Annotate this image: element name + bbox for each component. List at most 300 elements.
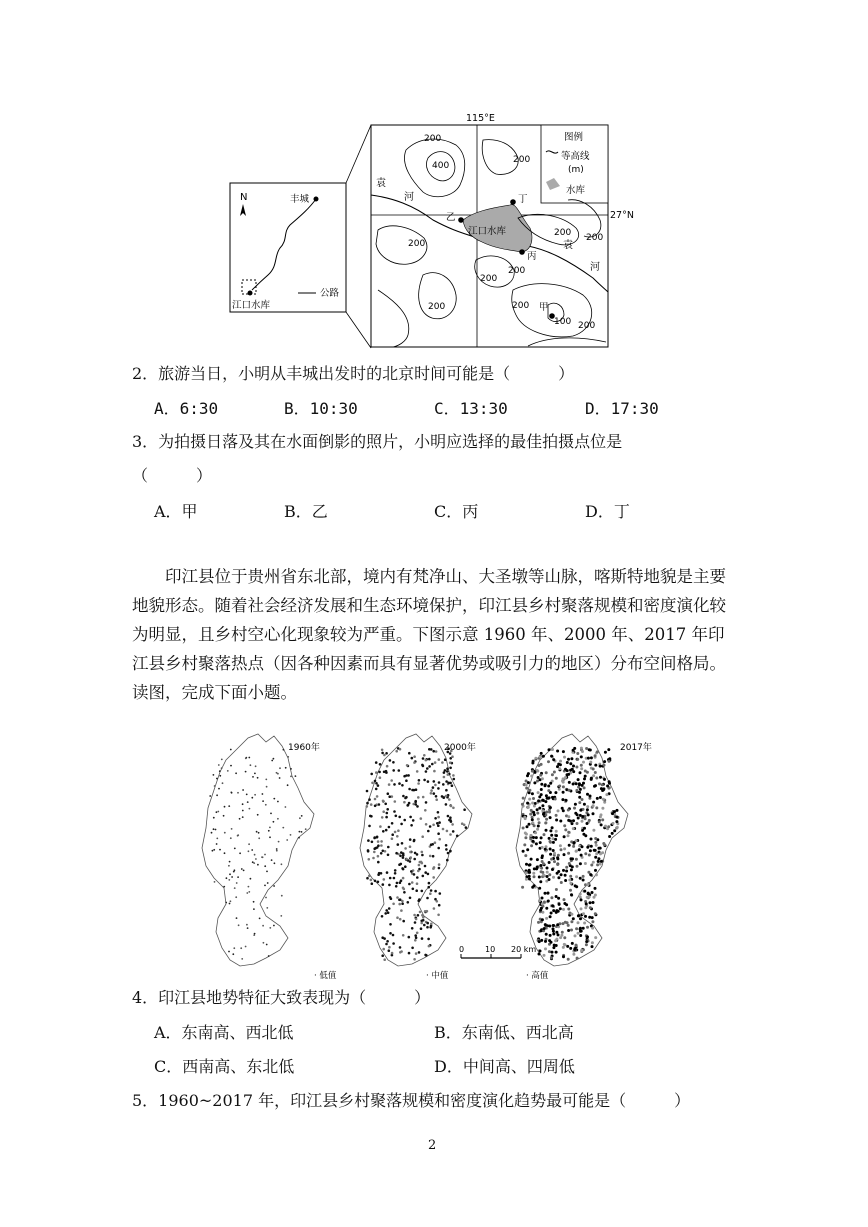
settlement-dot: [437, 847, 440, 850]
settlement-dot: [538, 807, 541, 810]
settlement-dot: [576, 865, 579, 868]
settlement-dot: [366, 805, 369, 808]
settlement-dot: [254, 854, 256, 856]
settlement-dot: [590, 756, 593, 759]
settlement-dot: [382, 830, 385, 833]
scale-bar: [459, 945, 536, 958]
settlement-dot: [565, 799, 568, 802]
settlement-dot: [534, 771, 537, 774]
settlement-dot: [579, 934, 582, 937]
legend-mid: · 中值: [426, 971, 449, 981]
settlement-dot: [577, 932, 580, 935]
settlement-dot: [394, 872, 397, 875]
settlement-dot: [396, 835, 399, 838]
settlement-dot: [245, 771, 247, 773]
settlement-dot: [562, 791, 565, 794]
settlement-dot: [305, 828, 307, 830]
settlement-dot: [557, 933, 560, 936]
settlement-dot: [540, 752, 543, 755]
settlement-dot: [437, 832, 440, 835]
settlement-dot: [545, 818, 548, 821]
q3-stem: 3．为拍摄日落及其在水面倒影的照片，小明应选择的最佳拍摄点位是: [132, 432, 623, 451]
settlement-dot: [396, 882, 399, 885]
river-name-3: 袁: [563, 240, 573, 251]
settlement-dot: [572, 842, 575, 845]
settlement-dot: [268, 955, 270, 957]
settlement-dot: [563, 902, 566, 905]
settlement-dot: [432, 824, 435, 827]
settlement-dot: [218, 764, 220, 766]
map-2000: [360, 734, 476, 966]
settlement-dot: [391, 833, 394, 836]
q3-option-b: B．乙: [284, 502, 328, 521]
settlement-dot: [603, 764, 606, 767]
settlement-dot: [539, 755, 542, 758]
settlement-dot: [434, 890, 437, 893]
settlement-dot: [414, 801, 417, 804]
settlement-dot: [429, 892, 432, 895]
settlement-dot: [566, 761, 569, 764]
settlement-dot: [375, 771, 378, 774]
settlement-dot: [241, 958, 243, 960]
settlement-dot: [611, 812, 614, 815]
settlement-dot: [590, 845, 593, 848]
settlement-dot: [531, 762, 534, 765]
settlement-dot: [555, 951, 558, 954]
settlement-dot: [286, 839, 288, 841]
settlement-dot: [550, 755, 553, 758]
settlement-dot: [570, 868, 573, 871]
settlement-dot: [599, 863, 602, 866]
settlement-dot: [584, 906, 587, 909]
settlement-dot: [596, 750, 599, 753]
settlement-dot: [401, 902, 404, 905]
settlement-dot: [530, 844, 533, 847]
settlement-dot: [390, 779, 393, 782]
settlement-dot: [421, 937, 424, 940]
settlement-dot: [531, 792, 534, 795]
settlement-dot: [432, 876, 435, 879]
settlement-dot: [575, 766, 578, 769]
settlement-dot: [599, 776, 602, 779]
settlement-dot: [600, 860, 603, 863]
settlement-dot: [539, 909, 542, 912]
inset-reservoir-label: 江口水库: [232, 300, 271, 311]
settlement-dot: [434, 817, 437, 820]
settlement-dot: [443, 776, 446, 779]
settlement-dot: [410, 824, 413, 827]
settlement-dot: [223, 815, 225, 817]
settlement-dot: [253, 862, 255, 864]
settlement-dot: [387, 846, 390, 849]
settlement-dot: [264, 865, 266, 867]
settlement-dot: [594, 869, 597, 872]
settlement-dot: [525, 863, 528, 866]
settlement-dot: [392, 769, 395, 772]
settlement-dot: [375, 782, 378, 785]
settlement-dot: [430, 923, 433, 926]
settlement-dot: [544, 947, 547, 950]
settlement-dot: [382, 800, 385, 803]
settlement-dot: [377, 784, 380, 787]
settlement-dot: [414, 921, 417, 924]
settlement-dot: [563, 835, 566, 838]
settlement-dot: [543, 901, 546, 904]
settlement-dot: [375, 788, 378, 791]
settlement-dot: [265, 897, 267, 899]
settlement-dot: [547, 892, 550, 895]
settlement-dot: [404, 847, 407, 850]
settlement-dot: [397, 829, 400, 832]
settlement-dot: [376, 795, 379, 798]
settlement-dot: [596, 797, 599, 800]
settlement-dot: [408, 802, 411, 805]
settlement-dot: [569, 947, 572, 950]
settlement-dot: [550, 858, 553, 861]
settlement-dot: [228, 865, 230, 867]
legend-contour-unit: (m): [568, 165, 584, 175]
settlement-dot: [589, 761, 592, 764]
settlement-dot: [545, 917, 548, 920]
settlement-dot: [278, 841, 280, 843]
settlement-dot: [441, 795, 444, 798]
settlement-dot: [557, 897, 560, 900]
settlement-dot: [576, 957, 579, 960]
settlement-dot: [567, 815, 570, 818]
settlement-dot: [557, 809, 560, 812]
settlement-dot: [521, 886, 524, 889]
settlement-dot: [374, 805, 377, 808]
settlement-dot: [545, 829, 548, 832]
settlement-dot: [541, 804, 544, 807]
settlement-dot: [562, 750, 565, 753]
settlement-dot: [248, 757, 250, 759]
settlement-dot: [396, 896, 399, 899]
settlement-dot: [377, 881, 380, 884]
settlement-dot: [449, 816, 452, 819]
settlement-dot: [381, 816, 384, 819]
settlement-dot: [553, 771, 556, 774]
settlement-dot: [379, 825, 382, 828]
settlement-dot: [371, 782, 374, 785]
settlement-dot: [538, 876, 541, 879]
settlement-dot: [537, 791, 540, 794]
settlement-dot: [575, 944, 578, 947]
settlement-dot: [224, 852, 226, 854]
settlement-dot: [424, 871, 427, 874]
settlement-dot: [592, 861, 595, 864]
settlement-dot: [267, 882, 269, 884]
settlement-dot: [533, 875, 536, 878]
settlement-dot: [415, 918, 418, 921]
settlement-dot: [551, 773, 554, 776]
settlement-dot: [425, 759, 428, 762]
settlement-dot: [443, 771, 446, 774]
settlement-dot: [594, 837, 597, 840]
point-jia: 甲: [539, 302, 549, 313]
settlement-dot: [558, 903, 561, 906]
legend-contour: 等高线: [561, 151, 590, 162]
settlement-dot: [586, 926, 589, 929]
settlement-dot: [536, 812, 539, 815]
settlement-dot: [595, 873, 598, 876]
settlement-dot: [548, 873, 551, 876]
settlement-dot: [535, 836, 538, 839]
settlement-dot: [552, 909, 555, 912]
longitude-label: 115°E: [466, 113, 495, 124]
settlement-dot: [367, 839, 370, 842]
settlement-dot: [562, 785, 565, 788]
settlement-dot: [229, 861, 231, 863]
settlement-dot: [565, 866, 568, 869]
settlement-dot: [533, 884, 536, 887]
settlement-dot: [259, 918, 261, 920]
settlement-dot: [532, 872, 535, 875]
settlement-dot: [563, 847, 566, 850]
settlement-dot: [424, 809, 427, 812]
settlement-dot: [615, 820, 618, 823]
settlement-dot: [541, 799, 544, 802]
settlement-dot: [400, 879, 403, 882]
settlement-dot: [417, 796, 420, 799]
settlement-dot: [567, 924, 570, 927]
settlement-dot: [583, 827, 586, 830]
settlement-dot: [531, 816, 534, 819]
settlement-dot: [416, 770, 419, 773]
settlement-dot: [542, 813, 545, 816]
settlement-dot: [252, 861, 254, 863]
settlement-dot: [607, 748, 610, 751]
settlement-dot: [413, 840, 416, 843]
settlement-dot: [601, 807, 604, 810]
settlement-dot: [257, 814, 259, 816]
settlement-dot: [564, 874, 567, 877]
settlement-dot: [366, 877, 369, 880]
settlement-dot: [541, 871, 544, 874]
settlement-dot: [449, 761, 452, 764]
settlement-dot: [549, 829, 552, 832]
settlement-dot: [581, 750, 584, 753]
settlement-dot: [428, 758, 431, 761]
settlement-dot: [445, 844, 448, 847]
settlement-dot: [371, 841, 374, 844]
settlement-dot: [552, 933, 555, 936]
settlement-dot: [451, 755, 454, 758]
settlement-dot: [452, 807, 455, 810]
settlement-dot: [558, 785, 561, 788]
settlement-dot: [575, 789, 578, 792]
settlement-dot: [400, 863, 403, 866]
settlement-dot: [574, 884, 577, 887]
settlement-dot: [377, 861, 380, 864]
settlement-dot: [432, 750, 435, 753]
settlement-dot: [389, 932, 392, 935]
settlement-dot: [382, 883, 385, 886]
settlement-dot: [594, 894, 597, 897]
settlement-dot: [402, 854, 405, 857]
settlement-dot: [242, 816, 244, 818]
settlement-dot: [530, 858, 533, 861]
settlement-dot: [428, 945, 431, 948]
settlement-dot: [572, 827, 575, 830]
settlement-dot: [400, 851, 403, 854]
settlement-dot: [402, 934, 405, 937]
settlement-dot: [224, 832, 226, 834]
latitude-label: 27°N: [610, 210, 634, 221]
settlement-dot: [592, 804, 595, 807]
settlement-dot: [270, 813, 272, 815]
contour-200-h: 200: [428, 302, 446, 312]
settlement-dot: [545, 771, 548, 774]
settlement-dot: [551, 868, 554, 871]
settlement-dot: [408, 788, 411, 791]
settlement-dot: [552, 758, 555, 761]
settlement-dot: [592, 801, 595, 804]
settlement-dot: [411, 927, 414, 930]
settlement-dot: [226, 877, 228, 879]
settlement-dot: [541, 846, 544, 849]
road-legend: 公路: [320, 288, 340, 299]
settlement-dot: [229, 903, 231, 905]
settlement-dot: [550, 912, 553, 915]
settlement-dot: [370, 773, 373, 776]
settlement-dot: [209, 795, 211, 797]
settlement-dot: [266, 944, 268, 946]
settlement-dot: [584, 862, 587, 865]
settlement-dot: [213, 828, 215, 830]
reservoir-label: 江口水库: [468, 226, 507, 237]
settlement-dot: [385, 752, 388, 755]
q2-stem: 2．旅游当日，小明从丰城出发时的北京时间可能是（ ）: [132, 364, 575, 383]
settlement-dot: [525, 783, 528, 786]
settlement-dot: [370, 879, 373, 882]
point-ding: 丁: [518, 194, 528, 205]
settlement-dot: [401, 784, 404, 787]
settlement-dot: [540, 836, 543, 839]
settlement-dot: [383, 878, 386, 881]
settlement-dot: [403, 819, 406, 822]
settlement-dot: [554, 791, 557, 794]
settlement-dot: [399, 946, 402, 949]
settlement-dot: [285, 806, 287, 808]
settlement-dot: [550, 834, 553, 837]
settlement-dot: [541, 809, 544, 812]
settlement-dot: [547, 785, 550, 788]
settlement-dot: [545, 794, 548, 797]
settlement-dot: [299, 831, 301, 833]
settlement-dot: [425, 801, 428, 804]
settlement-dot: [531, 821, 534, 824]
settlement-dot: [524, 832, 527, 835]
settlement-dot: [427, 830, 430, 833]
settlement-dot: [560, 873, 563, 876]
settlement-dot: [537, 818, 540, 821]
settlement-dot: [423, 754, 426, 757]
settlement-dot: [403, 775, 406, 778]
settlement-dot: [587, 813, 590, 816]
settlement-dot: [562, 955, 565, 958]
settlement-dot: [239, 818, 241, 820]
settlement-dot: [301, 831, 303, 833]
settlement-dot: [301, 815, 303, 817]
settlement-dot: [445, 789, 448, 792]
settlement-dot: [546, 871, 549, 874]
settlement-dot: [285, 767, 287, 769]
settlement-dot: [368, 858, 371, 861]
settlement-dot: [445, 848, 448, 851]
settlement-dot: [532, 836, 535, 839]
settlement-dot: [537, 921, 540, 924]
settlement-dot: [262, 793, 264, 795]
settlement-dot: [563, 943, 566, 946]
settlement-dot: [398, 769, 401, 772]
settlement-dot: [389, 896, 392, 899]
settlement-dot: [213, 817, 215, 819]
settlement-dot: [269, 927, 271, 929]
settlement-dot: [594, 856, 597, 859]
legend-low: · 低值: [314, 971, 337, 981]
settlement-dot: [528, 789, 531, 792]
q2-option-c: C．13:30: [434, 399, 508, 418]
settlement-dot: [572, 765, 575, 768]
settlement-dot: [250, 878, 252, 880]
settlement-dot: [566, 773, 569, 776]
settlement-dot: [377, 855, 380, 858]
settlement-dot: [559, 760, 562, 763]
settlement-dot: [541, 777, 544, 780]
settlement-dot: [413, 914, 416, 917]
settlement-dot: [446, 830, 449, 833]
settlement-dot: [598, 820, 601, 823]
settlement-dot: [373, 836, 376, 839]
settlement-dot: [592, 768, 595, 771]
settlement-dot: [388, 795, 391, 798]
settlement-dot: [450, 820, 453, 823]
settlement-dot: [385, 829, 388, 832]
settlement-dot: [580, 907, 583, 910]
settlement-dot: [528, 798, 531, 801]
settlement-dot: [427, 886, 430, 889]
settlement-dot: [604, 825, 607, 828]
settlement-dot: [605, 793, 608, 796]
settlement-dot: [589, 873, 592, 876]
settlement-dot: [246, 794, 248, 796]
settlement-dot: [566, 921, 569, 924]
settlement-dot: [548, 748, 551, 751]
settlement-dot: [526, 802, 529, 805]
settlement-dot: [556, 750, 559, 753]
settlement-dot: [598, 782, 601, 785]
settlement-dot: [586, 805, 589, 808]
settlement-dot: [424, 954, 427, 957]
settlement-dot: [534, 757, 537, 760]
settlement-dot: [595, 777, 598, 780]
settlement-dot: [595, 806, 598, 809]
settlement-dot: [422, 916, 425, 919]
settlement-dot: [575, 927, 578, 930]
settlement-dot: [586, 935, 589, 938]
settlement-dot: [271, 859, 273, 861]
settlement-dot: [429, 926, 432, 929]
settlement-dot: [435, 750, 438, 753]
settlement-dot: [385, 909, 388, 912]
settlement-dot: [449, 833, 452, 836]
settlement-dot: [239, 852, 241, 854]
settlement-dot: [535, 842, 538, 845]
settlement-dot: [273, 798, 275, 800]
settlement-dot: [449, 782, 452, 785]
settlement-dot: [438, 781, 441, 784]
